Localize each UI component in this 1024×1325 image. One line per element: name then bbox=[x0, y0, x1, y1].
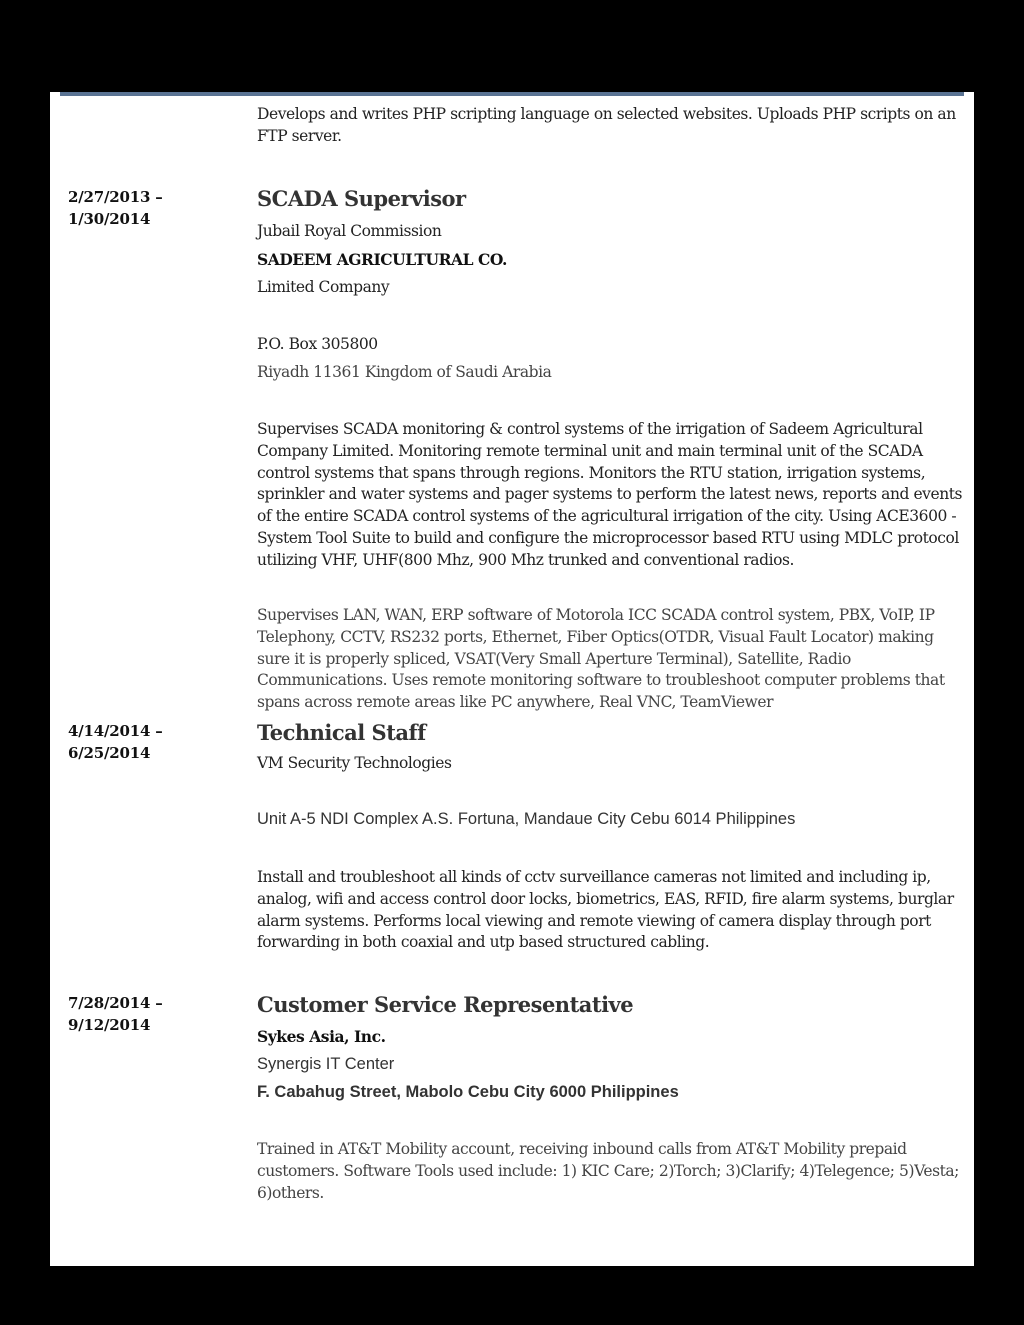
job-date-start: 7/28/2014 – bbox=[68, 994, 163, 1012]
job-date-end: 9/12/2014 bbox=[68, 1016, 151, 1034]
job-employer-line: Jubail Royal Commission bbox=[257, 222, 442, 240]
job-title: Technical Staff bbox=[257, 720, 426, 745]
job-description-2: Supervises LAN, WAN, ERP software of Motorola ICC SCADA control system, PBX, VoIP, IP Telephony, CCTV, RS232 ports, Ethernet, Fiber Optics(OTDR, Visual Fault Locator) making sure it is properly spliced, VSAT(Very Small Aperture Terminal), Satellite, Radio Communications. Uses remote monitoring software to troubleshoot computer problems that spans across remote areas like PC anywhere, Real VNC, TeamViewer bbox=[257, 606, 945, 712]
job-date-end: 1/30/2014 bbox=[68, 210, 151, 228]
header-rule bbox=[60, 92, 964, 96]
resume-page bbox=[50, 92, 974, 1266]
job-company-type: Limited Company bbox=[257, 278, 390, 296]
job-date-start: 2/27/2013 – bbox=[68, 188, 163, 206]
job-address: F. Cabahug Street, Mabolo Cebu City 6000 Philippines bbox=[257, 1083, 679, 1101]
job-company: SADEEM AGRICULTURAL CO. bbox=[257, 250, 507, 269]
job-company: VM Security Technologies bbox=[257, 754, 452, 772]
job-city: Riyadh 11361 Kingdom of Saudi Arabia bbox=[257, 363, 552, 381]
job-date-start: 4/14/2014 – bbox=[68, 722, 163, 740]
job-description: Supervises SCADA monitoring & control systems of the irrigation of Sadeem Agricultural Company Limited. Monitoring remote terminal unit and main terminal unit of the SCADA control systems that spans through regions. Monitors the RTU station, irrigation systems, sprinkler and water systems and pager systems to perform the latest news, reports and events of the entire SCADA control systems of the agricultural irrigation of the city. Using ACE3600 - System Tool Suite to build and configure the microprocessor based RTU using MDLC protocol utilizing VHF, UHF(800 Mhz, 900 Mhz trunked and conventional radios. bbox=[257, 420, 963, 569]
job-address: Unit A-5 NDI Complex A.S. Fortuna, Mandaue City Cebu 6014 Philippines bbox=[257, 810, 796, 828]
job-company: Sykes Asia, Inc. bbox=[257, 1027, 386, 1046]
job-site: Synergis IT Center bbox=[257, 1055, 395, 1073]
job-title: SCADA Supervisor bbox=[257, 186, 466, 211]
job-po-box: P.O. Box 305800 bbox=[257, 335, 378, 353]
job-date-end: 6/25/2014 bbox=[68, 744, 151, 762]
job-title: Customer Service Representative bbox=[257, 992, 634, 1017]
intro-description: Develops and writes PHP scripting language on selected websites. Uploads PHP scripts on an FTP server. bbox=[257, 105, 956, 145]
job-description: Install and troubleshoot all kinds of cctv surveillance cameras not limited and including ip, analog, wifi and access control door locks, biometrics, EAS, RFID, fire alarm systems, burglar alarm systems. Performs local viewing and remote viewing of camera display through port forwarding in both coaxial and utp based structured cabling. bbox=[257, 868, 954, 952]
job-description: Trained in AT&T Mobility account, receiving inbound calls from AT&T Mobility prepaid customers. Software Tools used include: 1) KIC Care; 2)Torch; 3)Clarify; 4)Telegence; 5)Vesta; 6)others. bbox=[257, 1140, 959, 1202]
